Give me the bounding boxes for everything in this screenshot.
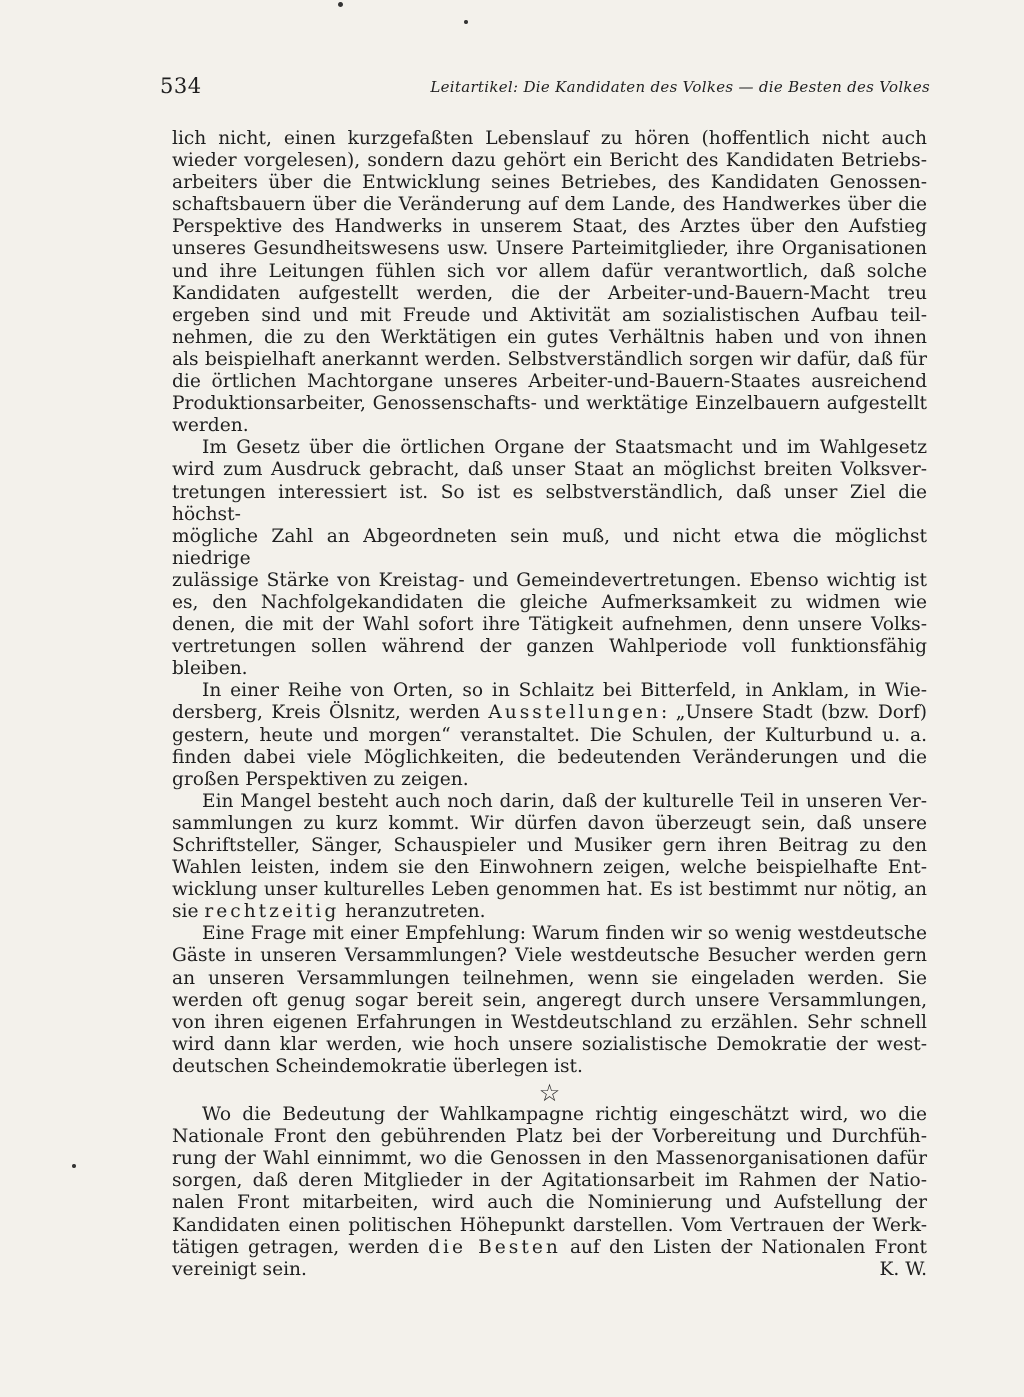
paragraph bbox=[172, 680, 927, 790]
text-line: werden oft genug sogar bereit sein, angeregt durch unsere Versammlungen, bbox=[172, 989, 927, 1011]
author-initials: K. W. bbox=[879, 1258, 927, 1280]
text-run: tätigen getragen, werden bbox=[172, 1236, 429, 1258]
text-line: als beispielhaft anerkannt werden. Selbstverständlich sorgen wir dafür, daß für bbox=[172, 348, 927, 370]
text-line: Eine Frage mit einer Empfehlung: Warum finden wir so wenig westdeutsche bbox=[202, 923, 927, 945]
text-line: bleiben. bbox=[172, 658, 248, 680]
text-line: gestern, heute und morgen“ veranstaltet. Die Schulen, der Kulturbund u. a. bbox=[172, 724, 927, 746]
text-line: Perspektive des Handwerks in unserem Staat, des Arztes über den Aufstieg bbox=[172, 216, 927, 238]
text-line: wird zum Ausdruck gebracht, daß unser Staat an möglichst breiten Volksver- bbox=[172, 459, 927, 481]
text-line: denen, die mit der Wahl sofort ihre Tätigkeit aufnehmen, denn unsere Volks- bbox=[172, 614, 927, 636]
text-line: zulässige Stärke von Kreistag- und Gemeindevertretungen. Ebenso wichtig ist bbox=[172, 569, 927, 591]
emphasized-term: rechtzeitig bbox=[204, 901, 340, 923]
article-body bbox=[172, 128, 927, 1281]
text-line: Wahlen leisten, indem sie den Einwohnern zeigen, welche beispielhafte Ent- bbox=[172, 857, 927, 879]
closing-line bbox=[172, 1259, 927, 1281]
text-line: mögliche Zahl an Abgeordneten sein muß, und nicht etwa die möglichst niedrige bbox=[172, 525, 927, 569]
text-line: Kandidaten aufgestellt werden, die der Arbeiter-und-Bauern-Macht treu bbox=[172, 282, 927, 304]
print-speck bbox=[338, 2, 343, 7]
paragraph bbox=[172, 791, 927, 924]
star-separator-icon: ☆ bbox=[538, 1079, 561, 1108]
emphasized-term: die Besten bbox=[428, 1236, 561, 1258]
text-line: werden. bbox=[172, 415, 249, 437]
text-line bbox=[172, 702, 927, 724]
text-line: deutschen Scheindemokratie überlegen ist. bbox=[172, 1055, 583, 1077]
emphasized-term: Ausstellungen bbox=[488, 702, 662, 724]
text-line: Kandidaten einen politischen Höhepunkt darstellen. Vom Vertrauen der Werk- bbox=[172, 1214, 927, 1236]
text-line: arbeiters über die Entwicklung seines Betriebes, des Kandidaten Genossen- bbox=[172, 172, 927, 194]
paragraph bbox=[172, 128, 927, 437]
text-line: finden dabei viele Möglichkeiten, die bedeutenden Veränderungen und die bbox=[172, 746, 927, 768]
text-line: an unseren Versammlungen teilnehmen, wenn sie eingeladen werden. Sie bbox=[172, 967, 927, 989]
text-line bbox=[172, 1237, 927, 1259]
text-line: nalen Front mitarbeiten, wird auch die Nominierung und Aufstellung der bbox=[172, 1192, 927, 1214]
text-line: schaftsbauern über die Veränderung auf dem Lande, des Handwerkes über die bbox=[172, 194, 927, 216]
text-line: Produktionsarbeiter, Genossenschafts- und werktätige Einzelbauern aufgestellt bbox=[172, 393, 927, 415]
text-line: wird dann klar werden, wie hoch unsere sozialistische Demokratie der west- bbox=[172, 1033, 927, 1055]
text-run: heranzutreten. bbox=[339, 901, 486, 923]
text-run: dersberg, Kreis Ölsnitz, werden bbox=[172, 702, 489, 724]
text-line: tretungen interessiert ist. So ist es selbstverständlich, daß unser Ziel die höchst- bbox=[172, 481, 927, 525]
text-run: : „Unsere Stadt (bzw. Dorf) bbox=[661, 702, 927, 724]
text-line: Schriftsteller, Sänger, Schauspieler und Musiker gern ihren Beitrag zu den bbox=[172, 835, 927, 856]
text-line: von ihren eigenen Erfahrungen in Westdeutschland zu erzählen. Sehr schnell bbox=[172, 1011, 927, 1033]
text-line: sorgen, daß deren Mitglieder in der Agitationsarbeit im Rahmen der Natio- bbox=[172, 1170, 927, 1192]
text-line: Wo die Bedeutung der Wahlkampagne richtig eingeschätzt wird, wo die bbox=[202, 1104, 927, 1126]
text-line bbox=[172, 901, 927, 923]
text-line: Im Gesetz über die örtlichen Organe der Staatsmacht und im Wahlgesetz bbox=[202, 437, 927, 459]
text-run: vereinigt sein. bbox=[172, 1258, 307, 1280]
print-speck bbox=[464, 20, 468, 24]
text-line: sammlungen zu kurz kommt. Wir dürfen davon überzeugt sein, daß unsere bbox=[172, 812, 927, 834]
text-line: vertretungen sollen während der ganzen Wahlperiode voll funktionsfähig bbox=[172, 636, 927, 658]
text-line: wicklung unser kulturelles Leben genommen hat. Es ist bestimmt nur nötig, an bbox=[172, 879, 927, 901]
text-line: und ihre Leitungen fühlen sich vor allem dafür verantwortlich, daß solche bbox=[172, 260, 927, 282]
page-number: 534 bbox=[160, 74, 202, 98]
text-line: großen Perspektiven zu zeigen. bbox=[172, 768, 469, 790]
text-line: die örtlichen Machtorgane unseres Arbeiter-und-Bauern-Staates ausreichend bbox=[172, 371, 927, 393]
text-line: unseres Gesundheitswesens usw. Unsere Parteimitglieder, ihre Organisationen bbox=[172, 238, 927, 260]
text-line: In einer Reihe von Orten, so in Schlaitz bei Bitterfeld, in Anklam, in Wie- bbox=[202, 680, 927, 702]
text-line: lich nicht, einen kurzgefaßten Lebenslauf zu hören (hoffentlich nicht auch bbox=[172, 128, 927, 149]
paragraph bbox=[172, 923, 927, 1078]
text-line: wieder vorgelesen), sondern dazu gehört ein Bericht des Kandidaten Betriebs- bbox=[172, 150, 927, 172]
page-header bbox=[160, 74, 930, 100]
running-title: Leitartikel: Die Kandidaten des Volkes — die Besten des Volkes bbox=[430, 78, 930, 96]
text-line: Ein Mangel besteht auch noch darin, daß der kulturelle Teil in unseren Ver- bbox=[202, 790, 927, 812]
print-speck bbox=[72, 1164, 76, 1168]
text-line: Gäste in unseren Versammlungen? Viele westdeutsche Besucher werden gern bbox=[172, 945, 927, 967]
text-line: ergeben sind und mit Freude und Aktivität am sozialistischen Aufbau teil- bbox=[172, 304, 927, 326]
text-line: Nationale Front den gebührenden Platz bei der Vorbereitung und Durchfüh- bbox=[172, 1126, 927, 1148]
text-run: auf den Listen der Nationalen Front bbox=[560, 1236, 927, 1258]
text-line: rung der Wahl einnimmt, wo die Genossen in den Massenorganisationen dafür bbox=[172, 1148, 927, 1170]
text-line: nehmen, die zu den Werktätigen ein gutes Verhältnis haben und von ihnen bbox=[172, 326, 927, 348]
text-line: es, den Nachfolgekandidaten die gleiche Aufmerksamkeit zu widmen wie bbox=[172, 591, 927, 613]
paragraph bbox=[172, 1104, 927, 1281]
text-run: sie bbox=[172, 901, 205, 923]
paragraph bbox=[172, 437, 927, 680]
